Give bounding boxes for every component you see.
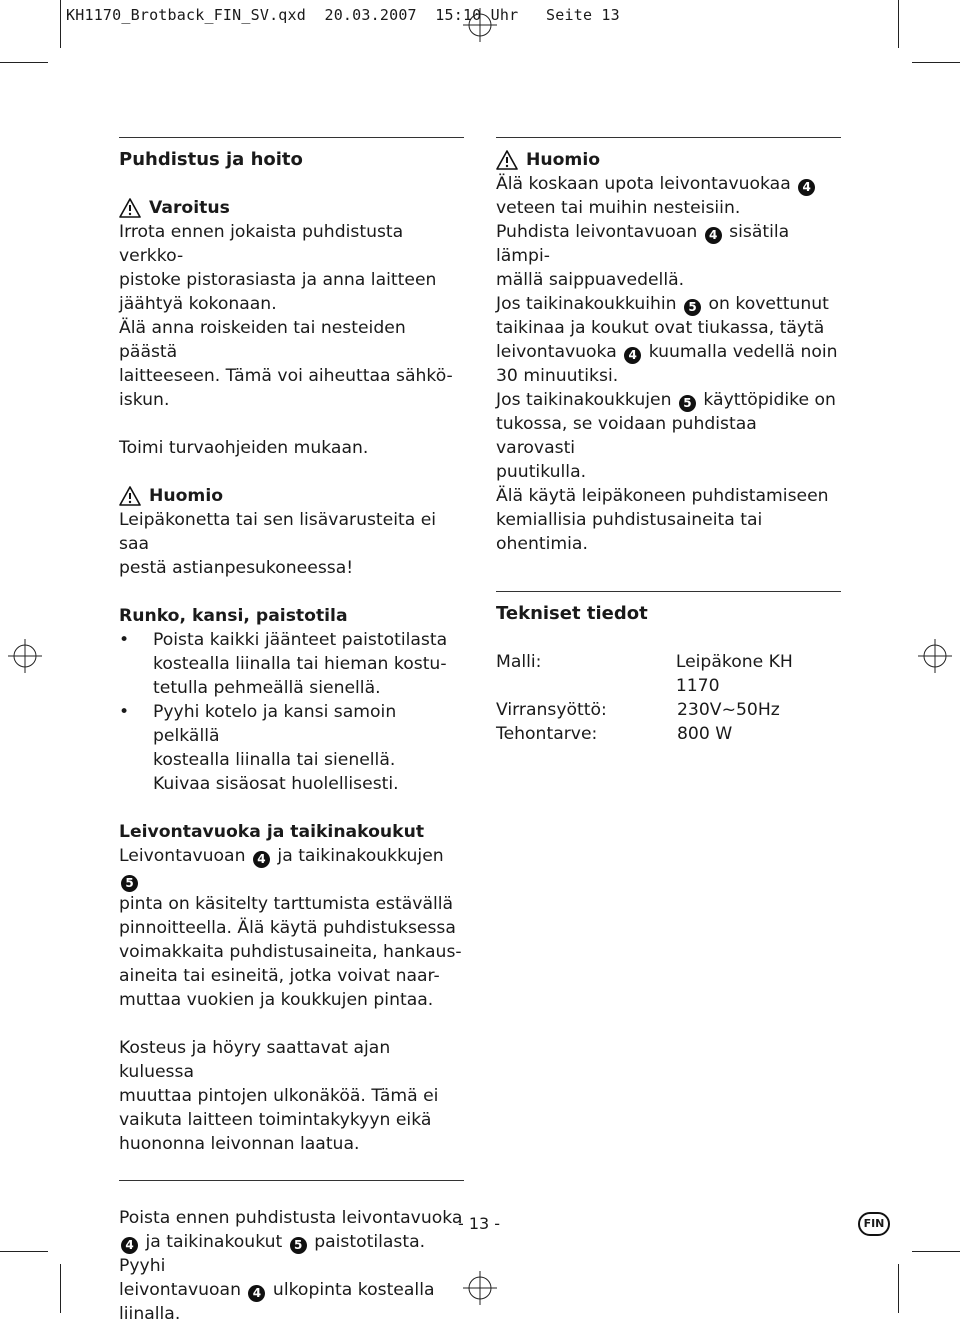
note-line: Leipäkonetta tai sen lisävarusteita ei saa (119, 510, 437, 554)
paragraph-line: muuttaa pintojen ulkonäköä. Tämä ei (119, 1086, 439, 1106)
top-rule-right (496, 137, 841, 138)
remove-paragraph (119, 1206, 464, 1326)
bullet-line: • Pyyhi kotelo ja kansi samoin pelkällä (153, 702, 397, 746)
right-column (496, 137, 841, 746)
pan-heading: Leivontavuoka ja taikinakoukut (119, 822, 425, 842)
spec-key: Tehontarve: (496, 724, 598, 744)
divider-rule (496, 591, 841, 592)
part-number-badge: 4 (798, 179, 815, 196)
text-span: Jos taikinakoukkuihin (496, 294, 677, 314)
bullet-line: tetulla pehmeällä sienellä. (153, 678, 381, 698)
note-line: tukossa, se voidaan puhdistaa varovasti (496, 414, 757, 458)
bullet-line: kostealla liinalla tai sienellä. (153, 750, 396, 770)
warning-triangle-icon (496, 150, 518, 170)
pan-line: voimakkaita puhdistusaineita, hankaus- (119, 942, 462, 962)
part-number-badge: 5 (121, 875, 138, 892)
warning-line: jäähtyä kokonaan. (119, 294, 277, 314)
housing-heading: Runko, kansi, paistotila (119, 606, 348, 626)
text-span: kuumalla vedellä noin (648, 342, 838, 362)
table-row (496, 722, 841, 746)
pan-line: pinta on käsitelty tarttumista estävällä (119, 894, 454, 914)
note-line (496, 340, 841, 364)
part-number-badge: 5 (290, 1237, 307, 1254)
paragraph-line: huononna leivonnan laatua. (119, 1134, 360, 1154)
warning-line: pistoke pistorasiasta ja anna laitteen (119, 270, 437, 290)
text-span: ulkopinta kostealla (272, 1280, 435, 1300)
warning-triangle-icon (119, 486, 141, 506)
part-number-badge: 5 (684, 299, 701, 316)
table-row (496, 650, 841, 698)
text-span: leivontavuoan (119, 1280, 241, 1300)
paragraph-line (119, 1278, 464, 1302)
paragraph-line: liinalla. (119, 1304, 181, 1324)
note-line: kemiallisia puhdistusaineita tai ohentimia. (496, 510, 763, 554)
note-line (496, 292, 841, 316)
slug-filename: KH1170_Brotback_FIN_SV.qxd (66, 6, 306, 24)
text-span: on kovettunut (708, 294, 829, 314)
note-line: taikinaa ja koukut ovat tiukassa, täytä (496, 318, 825, 338)
page-number: - 13 - (458, 1214, 501, 1233)
part-number-badge: 4 (705, 227, 722, 244)
moisture-paragraph (119, 1036, 464, 1156)
text-span: paistotilasta. Pyyhi (119, 1232, 426, 1276)
warning-line: iskun. (119, 390, 170, 410)
warning-line: Irrota ennen jokaista puhdistusta verkko- (119, 222, 404, 266)
bullet-line: kostealla liinalla tai hieman kostu- (153, 654, 447, 674)
registration-mark-left-icon (8, 639, 42, 673)
cleaning-note-block (496, 148, 841, 556)
paragraph-line (119, 1230, 464, 1278)
note-line: mällä saippuavedellä. (496, 270, 685, 290)
text-span: Puhdista leivontavuoan (496, 222, 698, 242)
warning-block (119, 196, 464, 412)
note-line: pestä astianpesukoneessa! (119, 558, 354, 578)
note-heading: Huomio (526, 150, 601, 170)
warning-line: laitteeseen. Tämä voi aiheuttaa sähkö- (119, 366, 453, 386)
table-row (496, 698, 841, 722)
slug-page-label: Seite 13 (546, 6, 620, 24)
part-number-badge: 4 (248, 1285, 265, 1302)
specs-title: Tekniset tiedot (496, 603, 648, 624)
text-span: sisätila lämpi- (496, 222, 790, 266)
list-item (119, 700, 464, 796)
pan-section (119, 820, 464, 1012)
spec-value: Leipäkone KH 1170 (675, 652, 793, 696)
bullet-line: Kuivaa sisäosat huolellisesti. (153, 774, 399, 794)
print-slug (66, 6, 620, 24)
housing-section (119, 604, 464, 796)
part-number-badge: 4 (121, 1237, 138, 1254)
note-line: Älä käytä leipäkoneen puhdistamiseen (496, 486, 829, 506)
registration-mark-right-icon (918, 639, 952, 673)
part-number-badge: 5 (679, 395, 696, 412)
note-line (496, 172, 841, 196)
note-line (496, 220, 841, 268)
note-line (496, 388, 841, 412)
spec-key: Malli: (496, 652, 542, 672)
top-rule-left (119, 137, 464, 138)
note-line: veteen tai muihin nesteisiin. (496, 198, 741, 218)
warning-triangle-icon (119, 198, 141, 218)
warning-line: Älä anna roiskeiden tai nesteiden päästä (119, 318, 406, 362)
spec-value: 230V~50Hz (677, 700, 780, 720)
left-column (119, 137, 464, 1326)
text-span: Jos taikinakoukkujen (496, 390, 672, 410)
text-span: Älä koskaan upota leivontavuokaa (496, 174, 791, 194)
pan-line: aineita tai esineitä, jotka voivat naar- (119, 966, 440, 986)
warning-heading: Varoitus (149, 198, 230, 218)
note-line: 30 minuutiksi. (496, 366, 619, 386)
slug-time: 15:10 Uhr (435, 6, 519, 24)
spec-value: 800 W (677, 724, 733, 744)
section-title: Puhdistus ja hoito (119, 149, 303, 170)
registration-mark-bottom-icon (463, 1271, 497, 1305)
note-heading: Huomio (149, 486, 224, 506)
paragraph-line: vaikuta laitteen toimintakykyyn eikä (119, 1110, 432, 1130)
bullet-line: • Poista kaikki jäänteet paistotilasta (153, 630, 448, 650)
text-span: ja taikinakoukut (145, 1232, 283, 1252)
pan-line (119, 844, 464, 892)
note-block (119, 484, 464, 580)
text-span: käyttöpidike on (703, 390, 836, 410)
safety-reference: Toimi turvaohjeiden mukaan. (119, 438, 369, 458)
slug-date: 20.03.2007 (324, 6, 417, 24)
text-span: Leivontavuoan (119, 846, 246, 866)
divider-rule (119, 1180, 464, 1181)
paragraph-line: Kosteus ja höyry saattavat ajan kuluessa (119, 1038, 391, 1082)
note-line: puutikulla. (496, 462, 587, 482)
pan-line: pinnoitteella. Älä käytä puhdistuksessa (119, 918, 456, 938)
part-number-badge: 4 (253, 851, 270, 868)
specs-table (496, 650, 841, 746)
paragraph-line: Poista ennen puhdistusta leivontavuoka (119, 1208, 463, 1228)
part-number-badge: 4 (624, 347, 641, 364)
text-span: ja taikinakoukkujen (277, 846, 444, 866)
pan-line: muttaa vuokien ja koukkujen pintaa. (119, 990, 434, 1010)
spec-key: Virransyöttö: (496, 700, 607, 720)
language-badge: FIN (858, 1212, 890, 1236)
text-span: leivontavuoka (496, 342, 617, 362)
list-item (119, 628, 464, 700)
